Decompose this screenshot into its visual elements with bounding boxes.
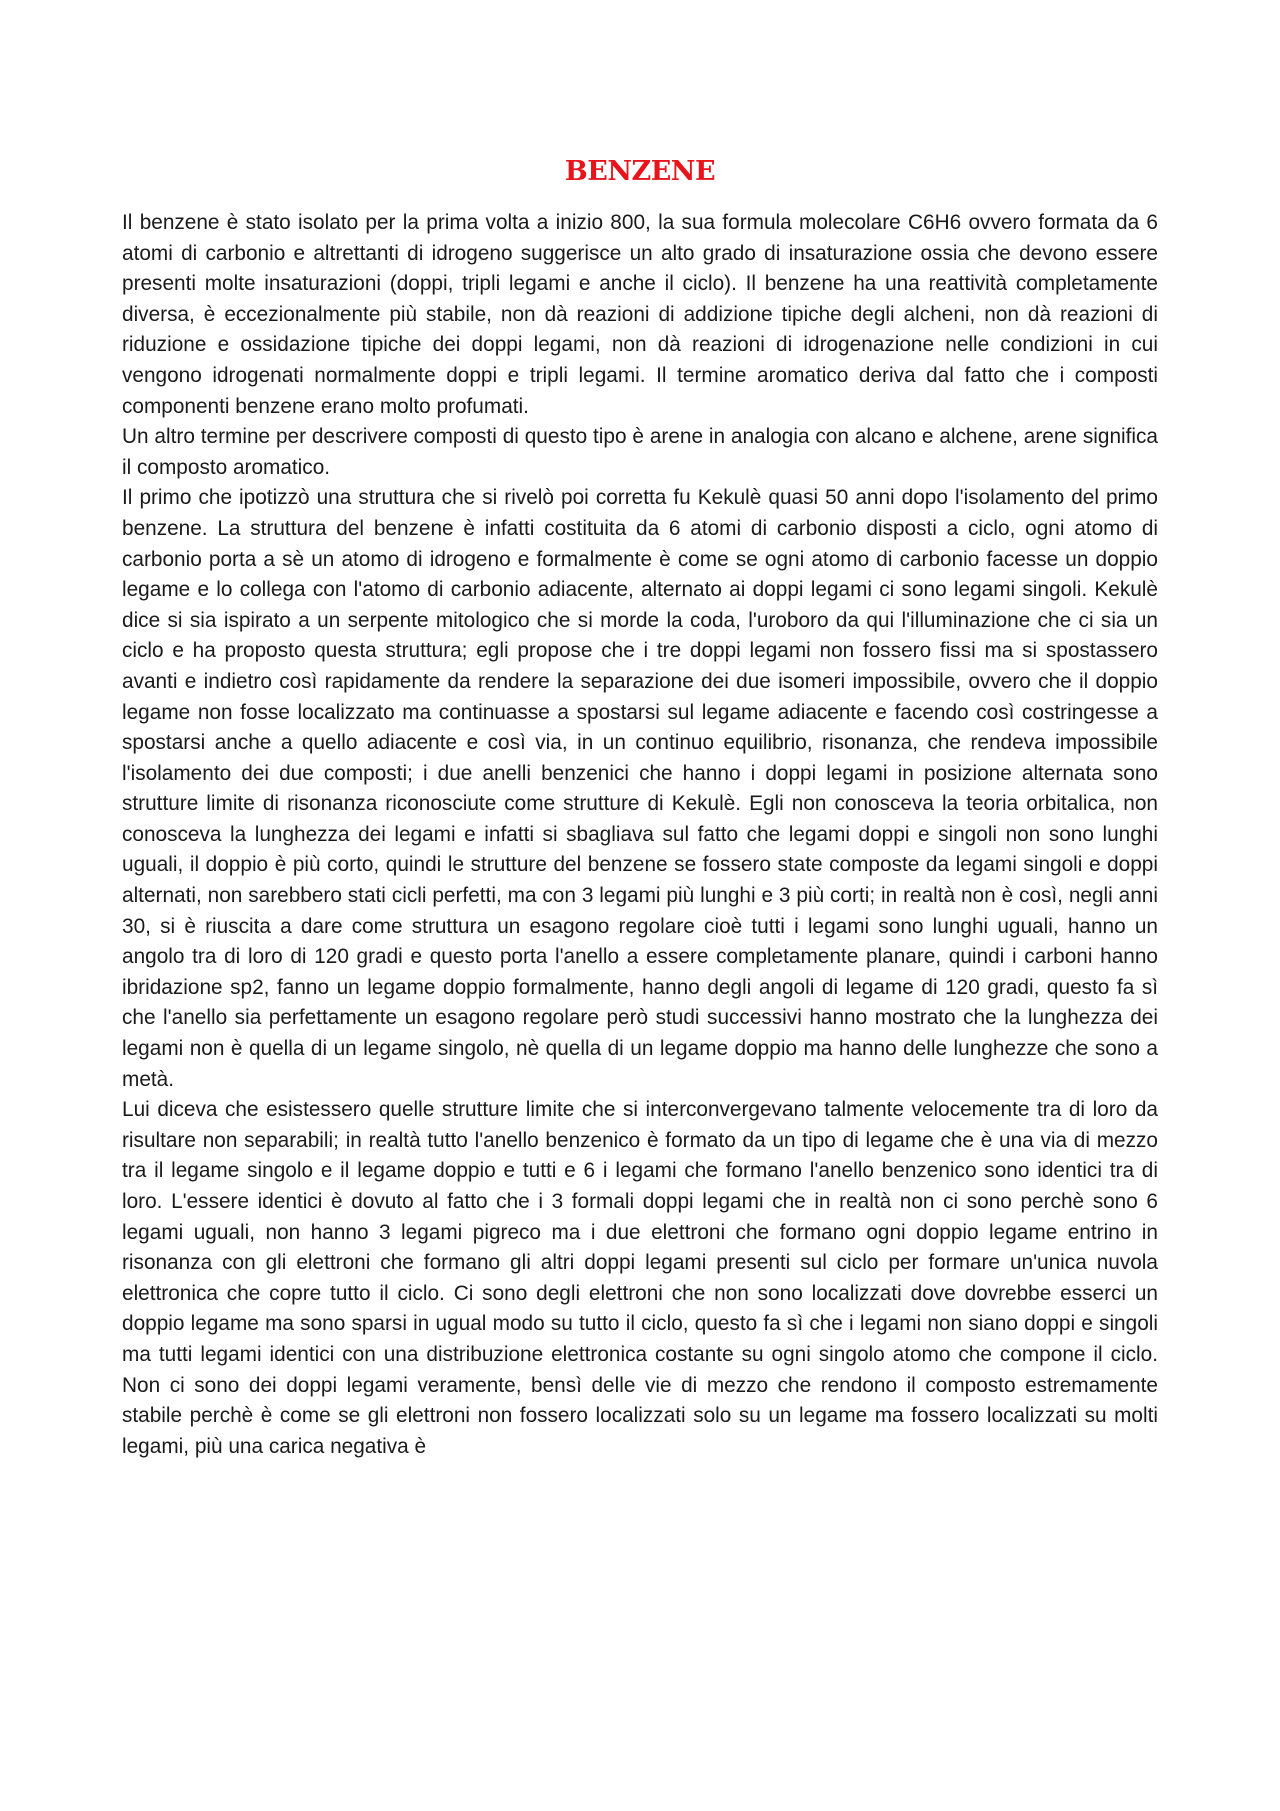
paragraph-4: Lui diceva che esistessero quelle strutture limite che si interconvergevano talmente velocemente tra di loro da risultare non separabili; in realtà tutto l'anello benzenico è formato da un tipo di legame che è una via di mezzo tra il legame singolo e il legame doppio e tutti e 6 i legami che formano l'anello benzenico sono identici tra di loro. L'essere identici è dovuto al fatto che i 3 formali doppi legami che in realtà non ci sono perchè sono 6 legami uguali, non hanno 3 legami pigreco ma i due elettroni che formano ogni doppio legame entrino in risonanza con gli elettroni che formano gli altri doppi legami presenti sul ciclo per formare un'unica nuvola elettronica che copre tutto il ciclo. Ci sono degli elettroni che non sono localizzati dove dovrebbe esserci un doppio legame ma sono sparsi in ugual modo su tutto il ciclo, questo fa sì che i legami non siano doppi e singoli ma tutti legami identici con una distribuzione elettronica costante su ogni singolo atomo che compone il ciclo. Non ci sono dei doppi legami veramente, bensì delle vie di mezzo che rendono il composto estremamente stabile perchè è come se gli elettroni non fossero localizzati solo su un legame ma fossero localizzati su molti legami, più una carica negativa è — [122, 1098, 1158, 1458]
paragraph-1: Il benzene è stato isolato per la prima volta a inizio 800, la sua formula molecolare C6H6 ovvero formata da 6 atomi di carbonio e altrettanti di idrogeno suggerisce un alto grado di insaturazione ossia che devono essere presenti molte insaturazioni (doppi, tripli legami e anche il ciclo). Il benzene ha una reattività completamente diversa, è eccezionalmente più stabile, non dà reazioni di addizione tipiche degli alcheni, non dà reazioni di riduzione e ossidazione tipiche dei doppi legami, non dà reazioni di idrogenazione nelle condizioni in cui vengono idrogenati normalmente doppi e tripli legami. Il termine aromatico deriva dal fatto che i composti componenti benzene erano molto profumati. — [122, 211, 1158, 418]
body-text — [122, 208, 1158, 1462]
paragraph-3: Il primo che ipotizzò una struttura che si rivelò poi corretta fu Kekulè quasi 50 anni dopo l'isolamento del primo benzene. La struttura del benzene è infatti costituita da 6 atomi di carbonio disposti a ciclo, ogni atomo di carbonio porta a sè un atomo di idrogeno e formalmente è come se ogni atomo di carbonio facesse un doppio legame e lo collega con l'atomo di carbonio adiacente, alternato ai doppi legami ci sono legami singoli. Kekulè dice si sia ispirato a un serpente mitologico che si morde la coda, l'uroboro da qui l'illuminazione che ci sia un ciclo e ha proposto questa struttura; egli propose che i tre doppi legami non fossero fissi ma si spostassero avanti e indietro così rapidamente da rendere la separazione dei due isomeri impossibile, ovvero che il doppio legame non fosse localizzato ma continuasse a spostarsi sul legame adiacente e facendo così costringesse a spostarsi anche a quello adiacente e così via, in un continuo equilibrio, risonanza, che rendeva impossibile l'isolamento dei due composti; i due anelli benzenici che hanno i doppi legami in posizione alternata sono strutture limite di risonanza riconosciute come strutture di Kekulè. Egli non conosceva la teoria orbitalica, non conosceva la lunghezza dei legami e infatti si sbagliava sul fatto che legami doppi e singoli non sono lunghi uguali, il doppio è più corto, quindi le strutture del benzene se fossero state composte da legami singoli e doppi alternati, non sarebbero stati cicli perfetti, ma con 3 legami più lunghi e 3 più corti; in realtà non è così, negli anni 30, si è riuscita a dare come struttura un esagono regolare cioè tutti i legami sono lunghi uguali, hanno un angolo tra di loro di 120 gradi e questo porta l'anello a essere completamente planare, quindi i carboni hanno ibridazione sp2, fanno un legame doppio formalmente, hanno degli angoli di legame di 120 gradi, questo fa sì che l'anello sia perfettamente un esagono regolare però studi successivi hanno mostrato che la lunghezza dei legami non è quella di un legame singolo, nè quella di un legame doppio ma hanno delle lunghezze che sono a metà. — [122, 486, 1158, 1091]
page-title: BENZENE — [564, 156, 716, 187]
paragraph-2: Un altro termine per descrivere composti di questo tipo è arene in analogia con alcano e alchene, arene significa il composto aromatico. — [122, 425, 1158, 479]
